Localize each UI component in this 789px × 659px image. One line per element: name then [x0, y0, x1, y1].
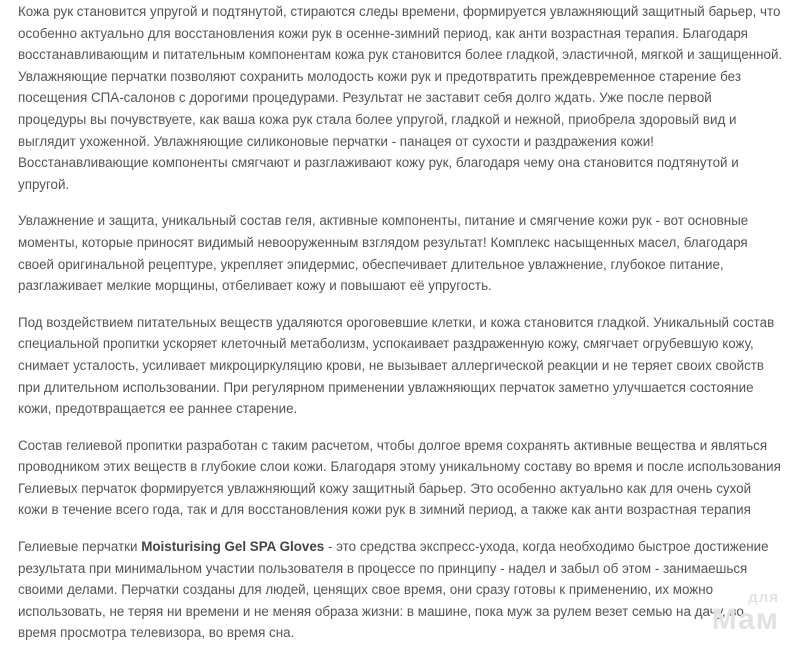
site-watermark-logo — [712, 590, 779, 635]
paragraph-4: Состав гелиевой пропитки разработан с таким расчетом, чтобы долгое время сохранять активные вещества и являться проводником этих веществ в глубокие слои кожи. Благодаря этому уникальному составу во время и после использования Гелиевых перчаток формируется увлажняющий кожу защитный барьер. Это особенно актуально как для очень сухой кожи в течение всего года, так и для восстановления кожи рук в зимний период, а также как анти возрастная терапия — [18, 437, 781, 518]
watermark-small-text: для — [748, 589, 779, 606]
paragraph-5-lead: Гелиевые перчатки — [18, 539, 142, 555]
paragraph-1: Кожа рук становится упругой и подтянутой, стираются следы времени, формируется увлажняющий защитный барьер, что особенно актуально для восстановления кожи рук в осенне-зимний период, как анти возрастная терапия. Благодаря восстанавливающим и питательным компонентам кожа рук становится более гладкой, эластичной, мягкой и защищенной. Увлажняющие перчатки позволяют сохранить молодость кожи рук и предотвратить преждевременное старение без посещения СПА-салонов с дорогими процедурами. Результат не заставит себя долго ждать. Уже после первой процедуры вы почувствуете, как ваша кожа рук стала более упругой, гладкой и нежной, приобрела здоровый вид и выглядит ухоженной. Увлажняющие силиконовые перчатки - панацея от сухости и раздражения кожи! Восстанавливающие компоненты смягчают и разглаживают кожу рук, благодаря чему она становится подтянутой и упругой. — [18, 4, 783, 192]
paragraph-5 — [18, 536, 783, 644]
paragraph-3: Под воздействием питательных веществ удаляются ороговевшие клетки, и кожа становится гладкой. Уникальный состав специальной пропитки ускоряет клеточный метаболизм, успокаивает раздраженную кожу, смягчает огрубевшую кожу, снимает усталость, усиливает микроциркуляцию крови, не вызывает аллергической реакции и не теряет своих свойств при длительном использовании. При регулярном применении увлажняющих перчаток заметно улучшается состояние кожи, предотвращается ее раннее старение. — [18, 314, 775, 417]
paragraph-5-rest: - это средства экспресс-ухода, когда необходимо быстрое достижение результата при минимальном участии пользователя в процессе по принципу - надел и забыл об этом - занимаешься своими делами. Перчатки созданы для людей, ценящих свое время, они сразу готовы к применению, их можно использовать, не теряя ни времени и не меняя образа жизни: в машине, пока муж за рулем везет семью на дачу, во время просмотра телевизора, во время сна. — [18, 539, 769, 641]
paragraph-2: Увлажнение и защита, уникальный состав геля, активные компоненты, питание и смягчение кожи рук - вот основные моменты, которые приносят видимый невооруженным взглядом результат! Комплекс насыщенных масел, благодаря своей оригинальной рецептуре, укрепляет эпидермис, обеспечивает длительное увлажнение, глубокое питание, разглаживает мелкие морщины, отбеливает кожу и повышают её упругость. — [18, 213, 749, 294]
product-name: Moisturising Gel SPA Gloves — [141, 539, 325, 555]
watermark-big-text: Мам — [711, 603, 779, 636]
